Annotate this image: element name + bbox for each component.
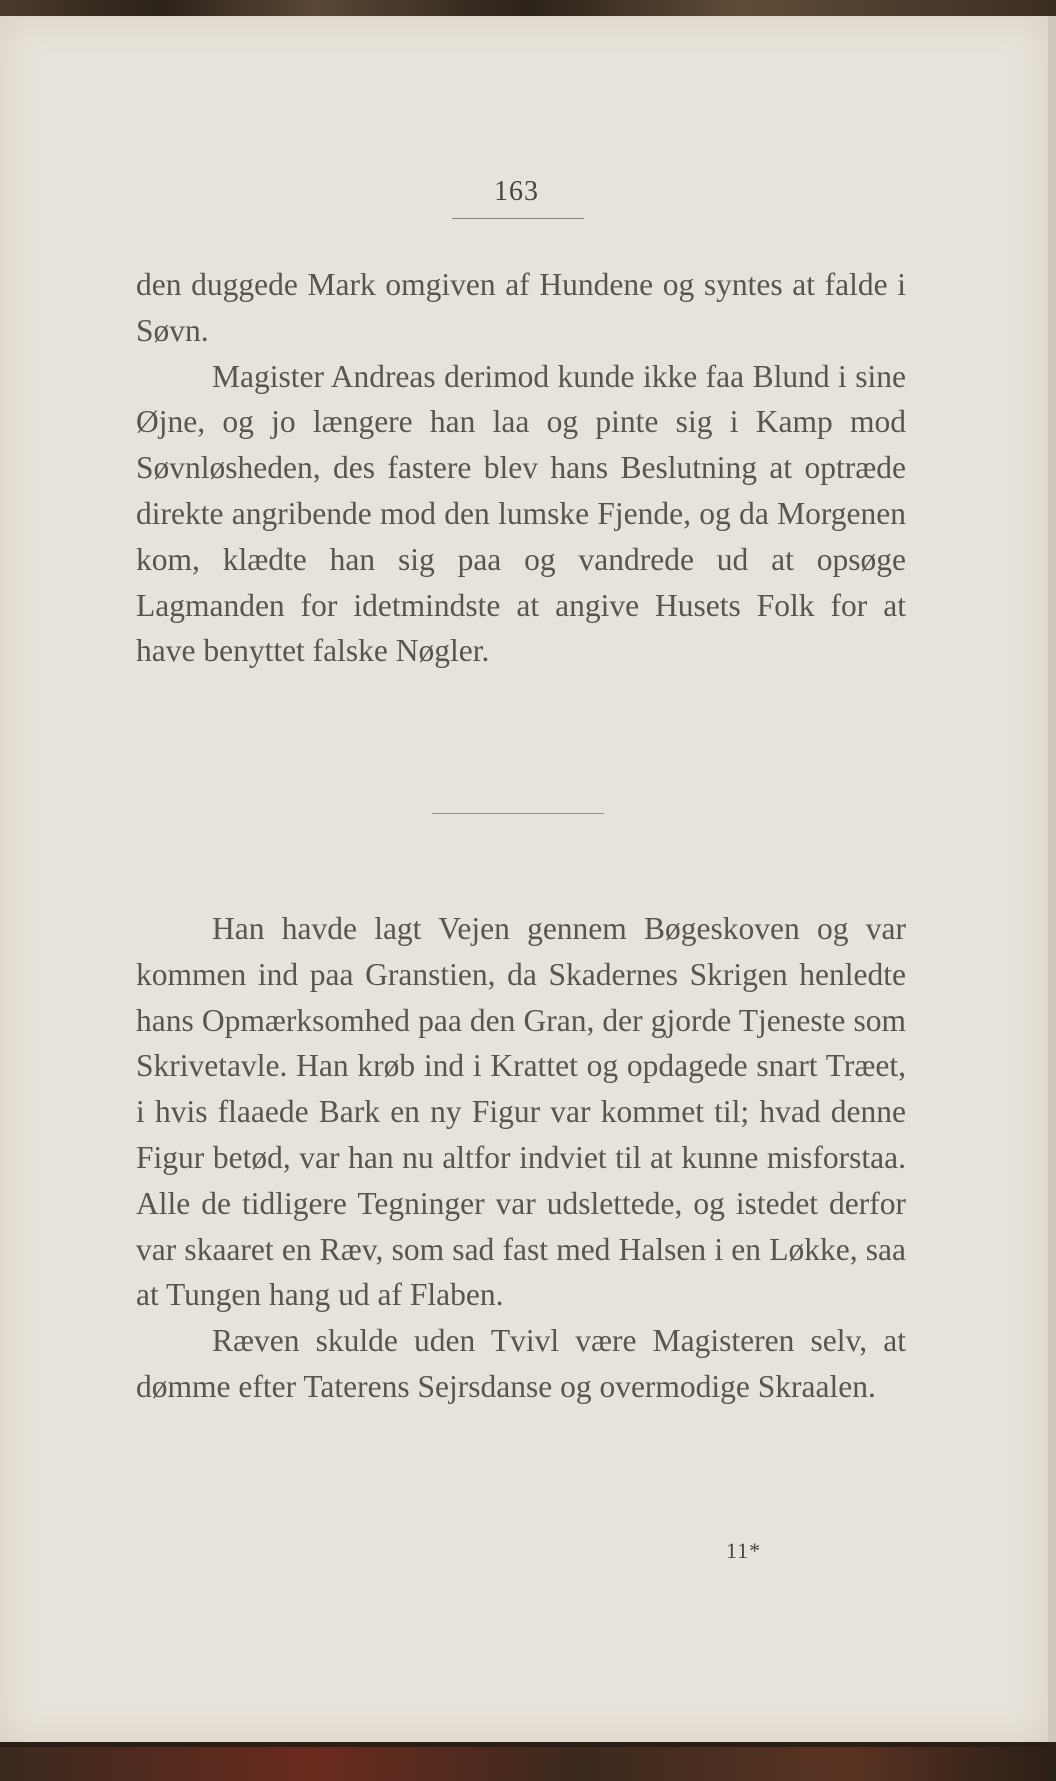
page-right-edge xyxy=(1048,16,1056,1742)
text-section-2 xyxy=(136,906,906,1410)
section-separator xyxy=(432,813,604,814)
paragraph-continuation: den duggede Mark omgiven af Hundene og syntes at falde i Søvn. xyxy=(136,267,906,348)
book-bottom-edge xyxy=(0,1747,1056,1781)
paragraph-magister-andreas: Magister Andreas derimod kunde ikke faa Blund i sine Øjne, og jo længere han laa og pinte sig i Kamp mod Søvnløsheden, des fastere blev hans Beslutning at optræde direkte angribende mod den lumske Fjende, og da Morgenen kom, klædte han sig paa og vandrede ud at opsøge Lagmanden for idetmindste at angive Husets Folk for at have benyttet falske Nøgler. xyxy=(136,358,906,669)
page-number: 163 xyxy=(494,176,539,207)
signature-mark: 11* xyxy=(726,1538,762,1563)
paragraph-raeven: Ræven skulde uden Tvivl være Magisteren selv, at dømme efter Taterens Sejrsdanse og overmodige Skraalen. xyxy=(136,1323,906,1404)
text-section-1 xyxy=(136,262,906,674)
page-number-rule xyxy=(452,218,584,219)
paragraph-boegeskoven: Han havde lagt Vejen gennem Bøgeskoven og var kommen ind paa Granstien, da Skadernes Skrigen henledte hans Opmærksomhed paa den Gran, der gjorde Tjeneste som Skrivetavle. Han krøb ind i Krattet og opdagede snart Træet, i hvis flaaede Bark en ny Figur var kommet til; hvad denne Figur betød, var han nu altfor indviet til at kunne misforstaa. Alle de tidligere Tegninger var udslettede, og istedet derfor var skaaret en Ræv, som sad fast med Halsen i en Løkke, saa at Tungen hang ud af Flaben. xyxy=(136,911,906,1313)
